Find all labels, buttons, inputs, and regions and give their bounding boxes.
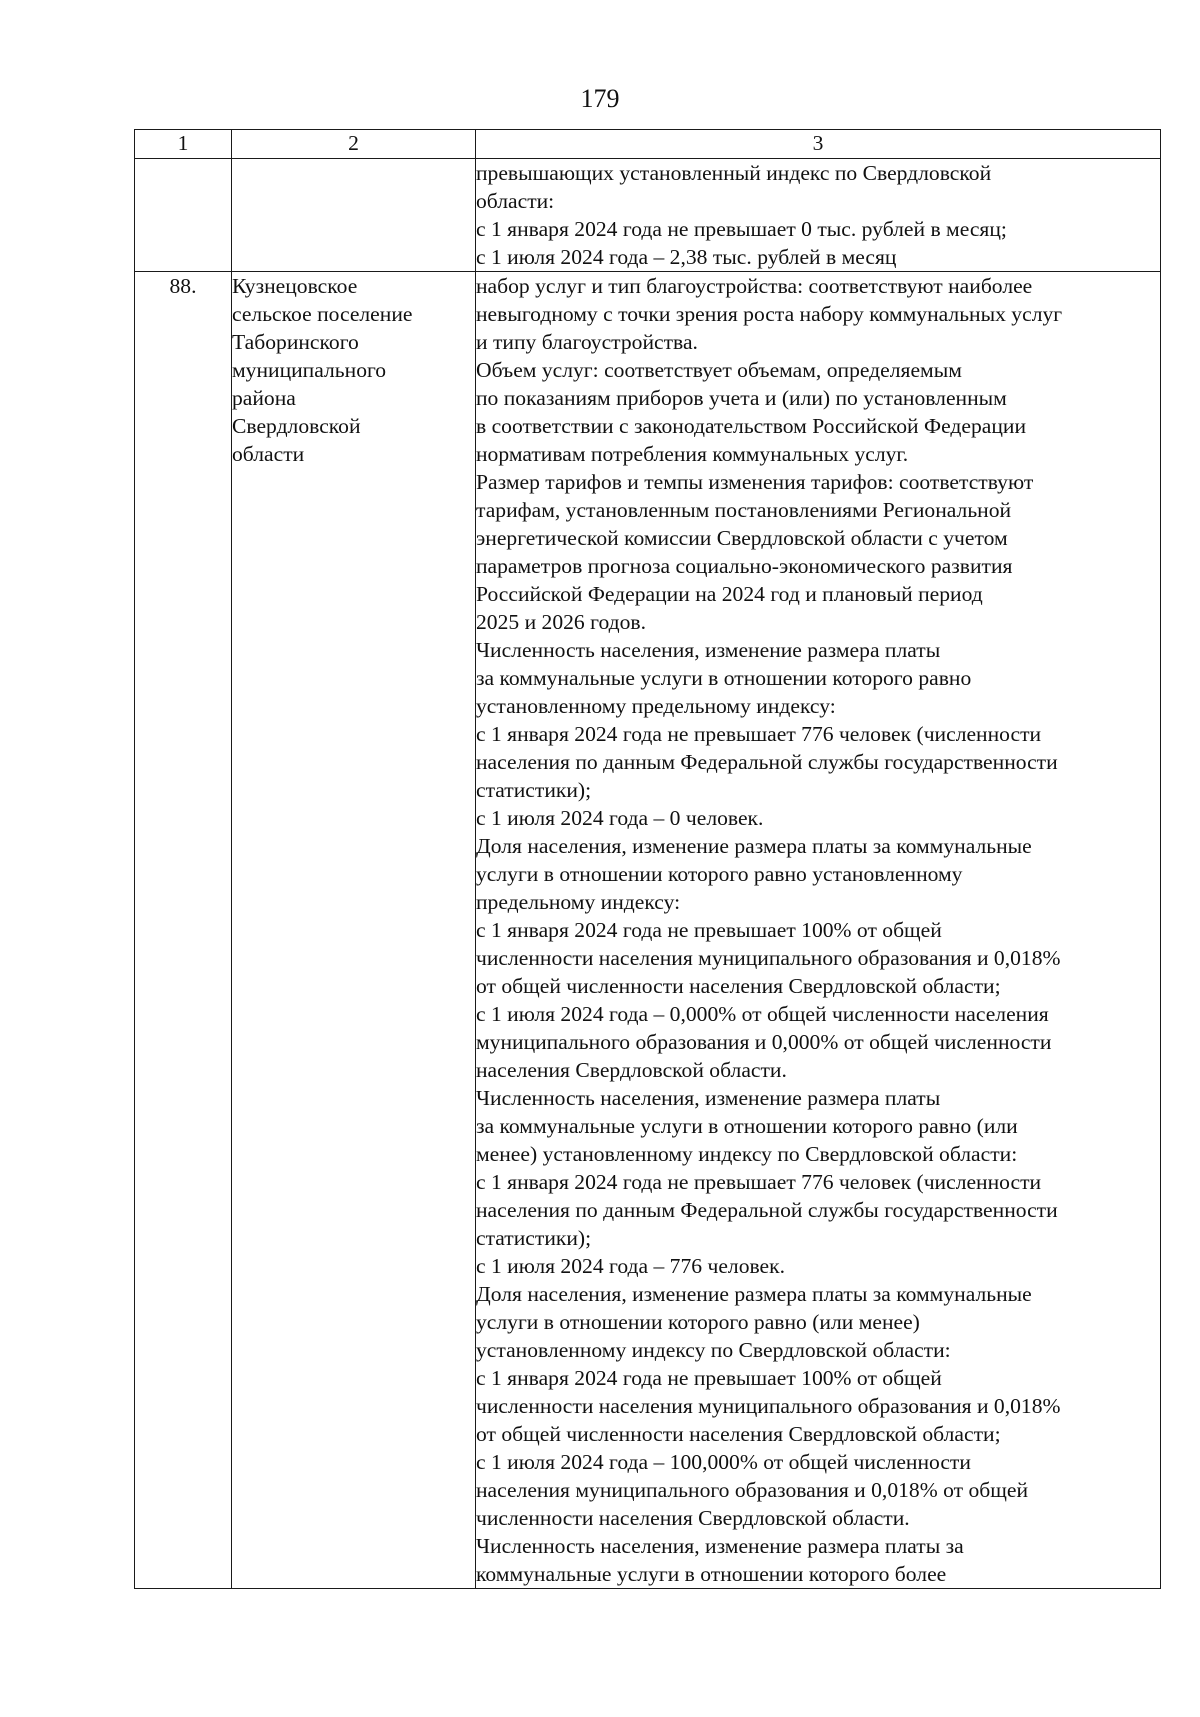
text-line: за коммунальные услуги в отношении которого равно (или	[476, 1114, 1018, 1138]
name-line: района	[232, 386, 296, 410]
text-line: за коммунальные услуги в отношении которого равно	[476, 666, 972, 690]
text-line: Доля населения, изменение размера платы за коммунальные	[476, 834, 1032, 858]
text-line: Доля населения, изменение размера платы за коммунальные	[476, 1282, 1032, 1306]
text-line: области:	[476, 189, 555, 213]
text-line: энергетической комиссии Свердловской области с учетом	[476, 526, 1008, 550]
text-line: статистики);	[476, 778, 592, 802]
text-line: менее) установленному индексу по Свердловской области:	[476, 1142, 1018, 1166]
text-line: от общей численности населения Свердловской области;	[476, 1422, 1001, 1446]
text-line: тарифам, установленным постановлениями Региональной	[476, 498, 1012, 522]
row-text-cell	[476, 272, 1161, 1589]
text-line: населения Свердловской области.	[476, 1058, 787, 1082]
name-line: сельское поселение	[232, 302, 413, 326]
text-line: населения по данным Федеральной службы государственности	[476, 1198, 1058, 1222]
text-line: и типу благоустройства.	[476, 330, 698, 354]
text-line: населения муниципального образования и 0,018% от общей	[476, 1478, 1029, 1502]
row-name-cell	[232, 159, 476, 272]
text-line: с 1 января 2024 года не превышает 100% от общей	[476, 918, 942, 942]
text-line: с 1 июля 2024 года – 100,000% от общей численности	[476, 1450, 971, 1474]
text-line: с 1 января 2024 года не превышает 776 человек (численности	[476, 1170, 1042, 1194]
text-line: с 1 июля 2024 года – 2,38 тыс. рублей в месяц	[476, 245, 897, 269]
name-line: муниципального	[232, 358, 387, 382]
table-row-88	[135, 272, 1161, 1589]
column-header-2: 2	[232, 130, 476, 159]
text-line: услуги в отношении которого равно установленному	[476, 862, 963, 886]
column-header-1: 1	[135, 130, 232, 159]
text-line: предельному индексу:	[476, 890, 681, 914]
table-header-row	[135, 130, 1161, 159]
column-header-3: 3	[476, 130, 1161, 159]
text-line: с 1 января 2024 года не превышает 776 человек (численности	[476, 722, 1042, 746]
name-line: Кузнецовское	[232, 274, 358, 298]
text-line: населения по данным Федеральной службы государственности	[476, 750, 1058, 774]
municipality-name-cell	[232, 272, 476, 1589]
text-line: с 1 июля 2024 года – 0,000% от общей численности населения	[476, 1002, 1049, 1026]
text-line: Численность населения, изменение размера платы	[476, 638, 941, 662]
text-line: муниципального образования и 0,000% от общей численности	[476, 1030, 1052, 1054]
text-line: в соответствии с законодательством Российской Федерации	[476, 414, 1026, 438]
text-line: статистики);	[476, 1226, 592, 1250]
document-table	[134, 129, 1161, 1589]
text-line: Численность населения, изменение размера платы	[476, 1086, 941, 1110]
text-line: невыгодному с точки зрения роста набору коммунальных услуг	[476, 302, 1063, 326]
text-line: коммунальные услуги в отношении которого более	[476, 1562, 947, 1586]
text-line: набор услуг и тип благоустройства: соответствуют наиболее	[476, 274, 1033, 298]
text-line: Численность населения, изменение размера платы за	[476, 1534, 964, 1558]
text-line: Размер тарифов и темпы изменения тарифов: соответствуют	[476, 470, 1034, 494]
name-line: Свердловской	[232, 414, 361, 438]
text-line: с 1 января 2024 года не превышает 0 тыс. рублей в месяц;	[476, 217, 1007, 241]
text-line: Российской Федерации на 2024 год и плановый период	[476, 582, 983, 606]
text-line: с 1 января 2024 года не превышает 100% от общей	[476, 1366, 942, 1390]
text-line: установленному предельному индексу:	[476, 694, 836, 718]
row-text-cell	[476, 159, 1161, 272]
text-line: численности населения Свердловской области.	[476, 1506, 910, 1530]
text-line: численности населения муниципального образования и 0,018%	[476, 946, 1061, 970]
text-line: нормативам потребления коммунальных услуг.	[476, 442, 909, 466]
table-row-continuation	[135, 159, 1161, 272]
text-line: 2025 и 2026 годов.	[476, 610, 646, 634]
page-number: 179	[580, 84, 620, 113]
text-line: с 1 июля 2024 года – 776 человек.	[476, 1254, 786, 1278]
text-line: Объем услуг: соответствует объемам, определяемым	[476, 358, 962, 382]
text-line: установленному индексу по Свердловской области:	[476, 1338, 951, 1362]
text-line: с 1 июля 2024 года – 0 человек.	[476, 806, 764, 830]
text-line: параметров прогноза социально-экономического развития	[476, 554, 1013, 578]
text-line: превышающих установленный индекс по Свердловской	[476, 161, 992, 185]
text-line: по показаниям приборов учета и (или) по установленным	[476, 386, 1007, 410]
row-number-cell: 88.	[135, 272, 232, 1589]
name-line: области	[232, 442, 305, 466]
text-line: от общей численности населения Свердловской области;	[476, 974, 1001, 998]
text-line: численности населения муниципального образования и 0,018%	[476, 1394, 1061, 1418]
text-line: услуги в отношении которого равно (или менее)	[476, 1310, 920, 1334]
name-line: Таборинского	[232, 330, 359, 354]
row-number-cell	[135, 159, 232, 272]
